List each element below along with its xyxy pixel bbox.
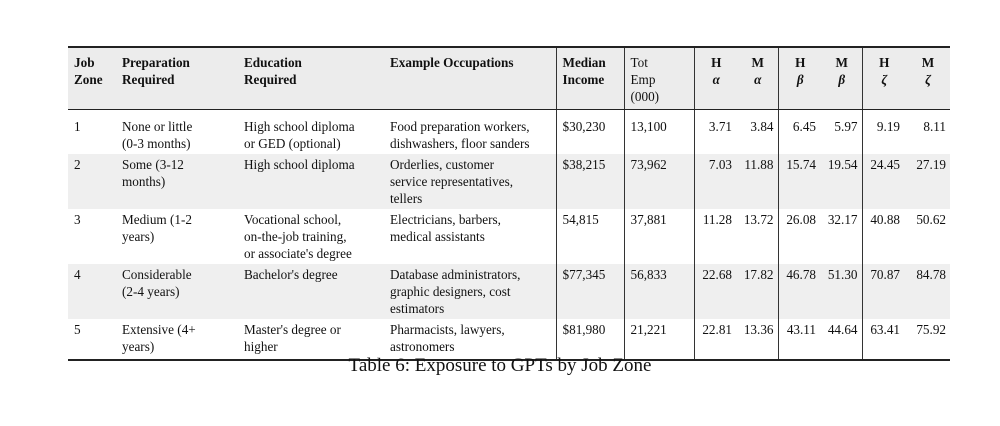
cell-m-beta: 44.64 [820,319,862,360]
cell-education: Bachelor's degree [238,264,384,319]
header-m-zeta: M ζ [904,47,950,110]
cell-tot-emp: 21,221 [624,319,694,360]
cell-occupations: Pharmacists, lawyers, astronomers [384,319,556,360]
header-m-alpha: M α [736,47,778,110]
cell-h-beta: 26.08 [786,212,816,227]
cell-median-income: $38,215 [556,154,624,209]
cell-h-zeta: 40.88 [870,212,900,227]
cell-m-beta: 51.30 [820,264,862,319]
table-caption: Table 6: Exposure to GPTs by Job Zone [348,355,652,376]
cell-m-zeta: 50.62 [916,212,946,227]
cell-tot-emp: 13,100 [624,110,694,155]
cell-preparation: Some (3-12 months) [116,154,238,209]
cell-m-zeta: 75.92 [904,319,950,360]
cell-h-beta: 43.11 [778,319,820,360]
cell-occupations: Electricians, barbers, medical assistants [384,209,556,264]
cell-h-zeta: 9.19 [876,119,900,134]
cell-preparation: Extensive (4+ years) [116,319,238,360]
table-row [68,264,950,319]
cell-zone: 5 [68,319,116,360]
job-zone-table [68,46,950,361]
cell-education: High school diploma [238,154,384,209]
cell-education: High school diploma or GED (optional) [244,119,355,151]
cell-h-alpha: 22.68 [694,264,736,319]
table-row [68,319,950,360]
cell-education: Vocational school, on-the-job training, or associate's degree [244,212,352,261]
cell-m-zeta: 8.11 [923,119,946,134]
cell-h-beta: 46.78 [778,264,820,319]
header-row [68,47,950,110]
cell-tot-emp: 37,881 [624,209,694,264]
cell-m-zeta: 84.78 [904,264,950,319]
header-preparation: Preparation Required [116,47,238,110]
cell-m-beta: 5.97 [820,110,862,155]
header-occupations: Example Occupations [384,47,556,110]
cell-h-beta: 6.45 [792,119,816,134]
cell-median-income: 54,815 [556,209,624,264]
cell-zone: 4 [68,264,116,319]
cell-m-zeta: 27.19 [904,154,950,209]
header-h-beta: H β [778,47,820,110]
cell-occupations: Orderlies, customer service representatives, tellers [384,154,556,209]
header-job-zone: Job Zone [68,47,116,110]
header-h-alpha: H α [694,47,736,110]
cell-m-alpha: 3.84 [736,110,778,155]
header-m-beta: M β [820,47,862,110]
cell-m-beta: 19.54 [820,154,862,209]
cell-occupations: Food preparation workers, dishwashers, floor sanders [384,110,556,155]
cell-m-alpha: 11.88 [736,154,778,209]
table-row [68,110,950,155]
header-tot-emp: Tot Emp (000) [624,47,694,110]
table-row [68,209,950,264]
cell-m-alpha: 13.72 [736,209,778,264]
cell-median-income: $81,980 [556,319,624,360]
cell-m-alpha: 13.36 [736,319,778,360]
header-education: Education Required [238,47,384,110]
cell-median-income: $30,230 [556,110,624,155]
cell-m-beta: 32.17 [820,209,862,264]
cell-h-beta: 15.74 [778,154,820,209]
cell-occupations: Database administrators, graphic designers, cost estimators [384,264,556,319]
cell-h-zeta: 24.45 [862,154,904,209]
cell-tot-emp: 73,962 [624,154,694,209]
cell-zone: 2 [68,154,116,209]
cell-preparation: Considerable (2-4 years) [116,264,238,319]
header-median-income: Median Income [556,47,624,110]
cell-h-zeta: 63.41 [862,319,904,360]
cell-preparation: Medium (1-2 years) [122,212,192,244]
cell-preparation: None or little (0-3 months) [122,119,193,151]
cell-h-alpha: 7.03 [694,154,736,209]
cell-zone: 3 [74,212,81,227]
cell-h-alpha: 11.28 [702,212,732,227]
cell-education: Master's degree or higher [238,319,384,360]
header-h-zeta: H ζ [862,47,904,110]
table-row [68,154,950,209]
cell-zone: 1 [74,119,81,134]
cell-m-alpha: 17.82 [736,264,778,319]
cell-median-income: $77,345 [556,264,624,319]
cell-h-alpha: 22.81 [694,319,736,360]
cell-tot-emp: 56,833 [624,264,694,319]
cell-h-zeta: 70.87 [862,264,904,319]
cell-h-alpha: 3.71 [708,119,732,134]
